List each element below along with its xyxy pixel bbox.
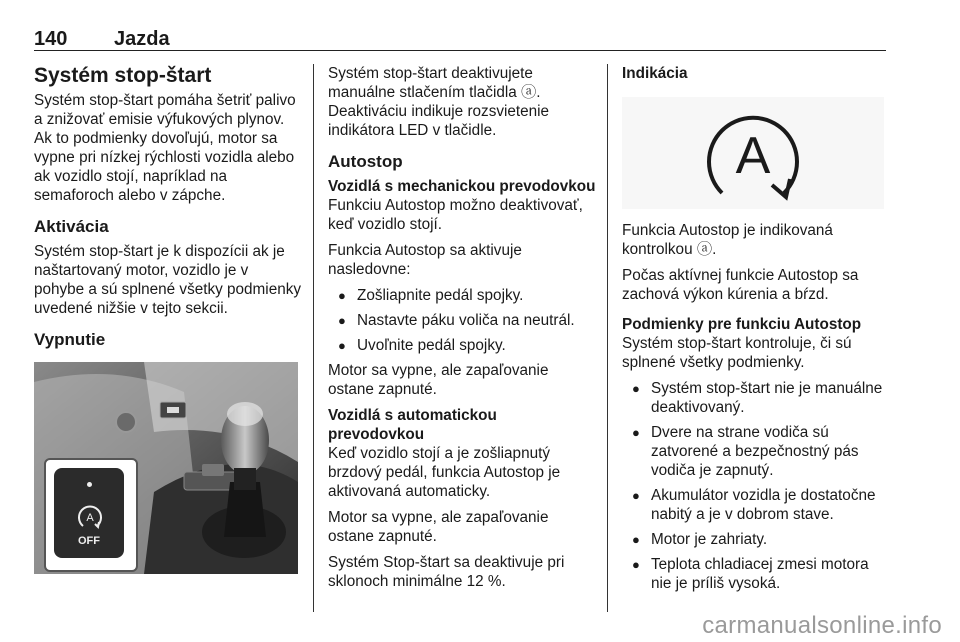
column-3 <box>622 64 890 599</box>
page-number: 140 <box>34 28 68 50</box>
deactivate-paragraph: Systém stop-štart deaktivujete manuálne stlačením tlačidla ⓐ. Deaktiváciu indikuje rozsvietenie indikátora LED v tlačidle. <box>328 65 550 139</box>
manual-paragraph-1: Funkciu Autostop možno deaktivovať, keď vozidlo stojí. <box>328 197 583 233</box>
indicator-letter: A <box>735 127 771 185</box>
activation-paragraph: Systém stop-štart je k dispozícii ak je naštartovaný motor, vozidlo je v pohybe a sú splnené všetky podmienky uvedené nižšie v tejto sekcii. <box>34 243 302 317</box>
conditions-list <box>622 379 890 593</box>
conditions-intro: Systém stop-štart kontroluje, či sú splnené všetky podmienky. <box>622 335 852 371</box>
deactivation-heading: Vypnutie <box>34 330 106 349</box>
led-indicator <box>87 482 92 487</box>
stop-start-button <box>54 468 124 558</box>
page-header <box>34 28 886 51</box>
indication-paragraph-1: Funkcia Autostop je indikovaná kontrolkou ⓐ. <box>622 222 833 258</box>
automatic-transmission-heading: Vozidlá s automatickou prevodovkou <box>328 407 497 443</box>
list-item: ● Akumulátor vozidla je dostatočne nabitý a je v dobrom stave. <box>622 486 890 524</box>
off-label: OFF <box>78 535 100 547</box>
svg-text:A: A <box>86 512 94 524</box>
manual-paragraph-3: Motor sa vypne, ale zapaľovanie ostane zapnuté. <box>328 362 549 398</box>
auto-paragraph-1: Keď vozidlo stojí a je zošliapnutý brzdový pedál, funkcia Autostop je aktivovaná automaticky. <box>328 445 561 500</box>
column-1 <box>34 64 302 574</box>
list-item: ● Teplota chladiacej zmesi motora nie je príliš vysoká. <box>622 555 890 593</box>
list-item: ● Motor je zahriaty. <box>622 530 890 549</box>
column-divider <box>607 64 608 612</box>
autostop-heading: Autostop <box>328 152 403 171</box>
button-zoom-inset <box>44 458 138 572</box>
list-item: ● Systém stop-štart nie je manuálne deaktivovaný. <box>622 379 890 417</box>
list-item: ● Zošliapnite pedál spojky. <box>328 286 596 305</box>
chapter-title: Jazda <box>114 28 170 50</box>
column-divider <box>313 64 314 612</box>
watermark: carmanualsonline.info <box>702 612 942 639</box>
indication-heading: Indikácia <box>622 65 688 82</box>
autostop-indicator-icon <box>622 97 884 209</box>
section-title: Systém stop-štart <box>34 64 212 87</box>
manual-steps-list <box>328 286 596 355</box>
manual-paragraph-2: Funkcia Autostop sa aktivuje nasledovne: <box>328 242 522 278</box>
autostop-icon <box>74 502 106 530</box>
conditions-heading: Podmienky pre funkciu Autostop <box>622 316 862 333</box>
intro-paragraph: Systém stop-štart pomáha šetriť palivo a znižovať emisie výfukových plynov. Ak to podmienky dovoľujú, motor sa vypne pri nízkej rýchlosti vozidla alebo ak vozidlo stojí, napríklad na semaforoch alebo v zápche. <box>34 92 296 204</box>
list-item: ● Uvoľnite pedál spojky. <box>328 336 596 355</box>
indicator-symbol-figure <box>622 97 884 209</box>
activation-heading: Aktivácia <box>34 217 109 236</box>
auto-paragraph-2: Motor sa vypne, ale zapaľovanie ostane zapnuté. <box>328 509 549 545</box>
auto-paragraph-3: Systém Stop-štart sa deaktivuje pri sklonoch minimálne 12 %. <box>328 554 565 590</box>
list-item: ● Dvere na strane vodiča sú zatvorené a bezpečnostný pás vodiča je zapnutý. <box>622 423 890 480</box>
list-item: ● Nastavte páku voliča na neutrál. <box>328 311 596 330</box>
manual-transmission-heading: Vozidlá s mechanickou prevodovkou <box>328 178 596 195</box>
indication-paragraph-2: Počas aktívnej funkcie Autostop sa zachová výkon kúrenia a bŕzd. <box>622 267 859 303</box>
column-2 <box>328 64 596 598</box>
console-photo <box>34 362 298 574</box>
